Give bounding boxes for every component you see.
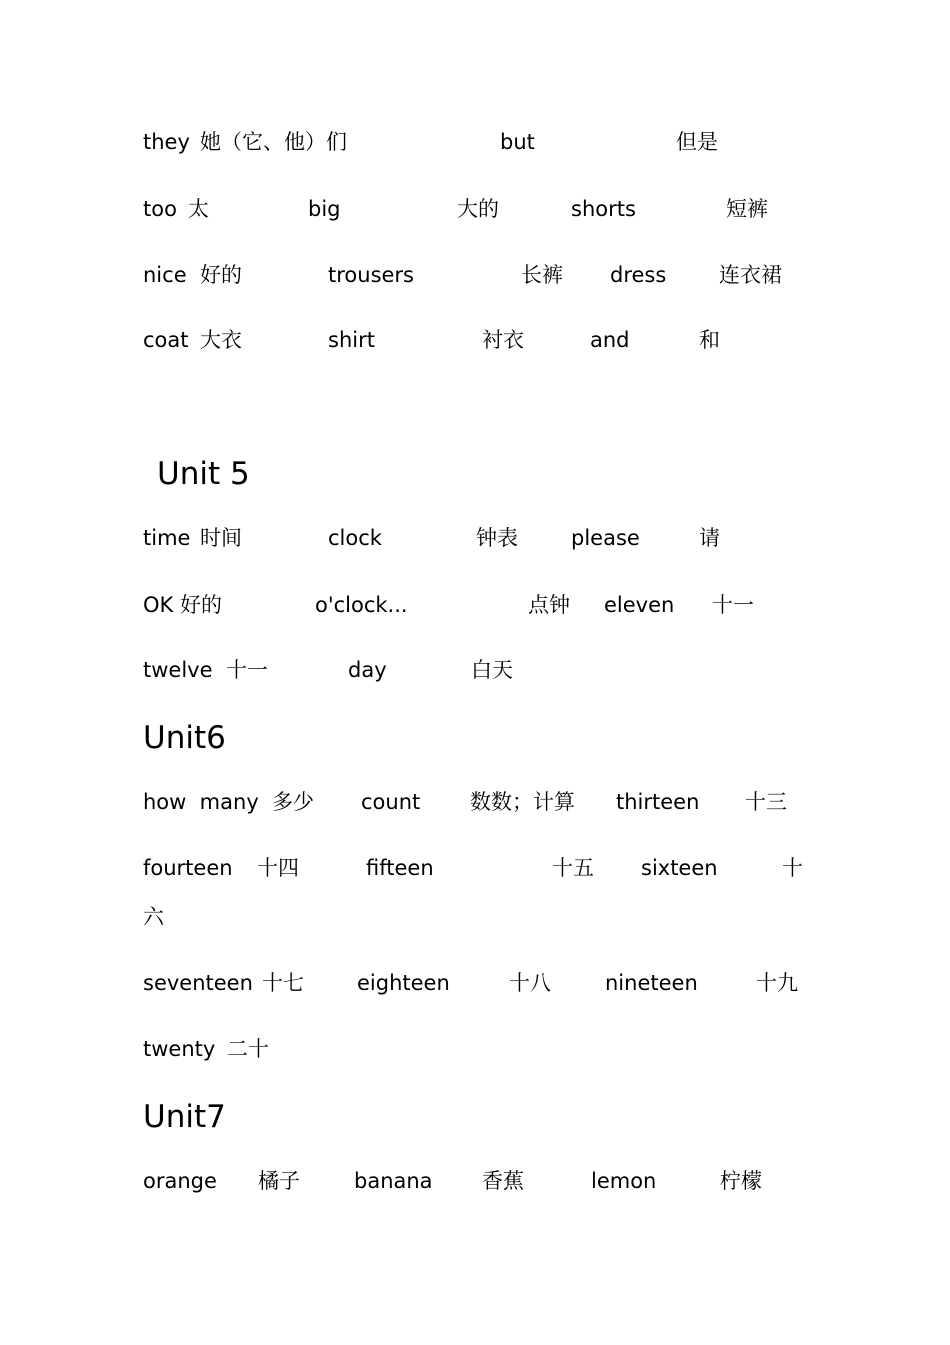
- unit-heading: Unit7: [143, 1099, 226, 1135]
- vocab-word: shirt: [328, 328, 375, 352]
- vocab-meaning: 橘子: [258, 1169, 300, 1193]
- vocab-meaning: 请: [699, 526, 720, 550]
- vocab-meaning: 数数；计算: [470, 790, 575, 814]
- vocab-word: fifteen: [366, 856, 434, 880]
- vocab-meaning: 二十: [227, 1037, 269, 1061]
- vocab-word: trousers: [328, 263, 414, 287]
- vocab-word: seventeen: [143, 971, 253, 995]
- vocab-meaning: 十七: [262, 971, 304, 995]
- vocab-word: but: [500, 130, 535, 154]
- vocab-word: nineteen: [605, 971, 698, 995]
- vocab-meaning: 十一: [226, 658, 268, 682]
- vocab-word: please: [571, 526, 640, 550]
- vocab-word: clock: [328, 526, 382, 550]
- vocab-meaning: 时间: [200, 526, 242, 550]
- vocab-meaning: 点钟: [528, 593, 570, 617]
- vocab-meaning: 十五: [552, 856, 594, 880]
- vocab-word: twenty: [143, 1037, 216, 1061]
- vocab-meaning: 大衣: [200, 328, 242, 352]
- vocab-word: they: [143, 130, 190, 154]
- vocab-meaning: 短裤: [726, 197, 768, 221]
- vocab-word: o'clock...: [315, 593, 408, 617]
- vocab-word: big: [308, 197, 341, 221]
- vocab-word: eighteen: [357, 971, 450, 995]
- vocab-word: time: [143, 526, 191, 550]
- vocab-meaning: 十九: [756, 971, 798, 995]
- vocab-meaning: 香蕉: [482, 1169, 524, 1193]
- vocab-meaning: 衬衣: [482, 328, 524, 352]
- vocab-meaning: 长裤: [521, 263, 563, 287]
- vocab-meaning: 她（它、他）们: [200, 130, 347, 154]
- vocab-meaning: 柠檬: [720, 1169, 762, 1193]
- vocab-word: coat: [143, 328, 189, 352]
- vocab-meaning: 大的: [457, 197, 499, 221]
- vocab-meaning: 十四: [257, 856, 299, 880]
- vocab-meaning: 太: [188, 197, 209, 221]
- vocab-word: and: [590, 328, 630, 352]
- vocab-meaning: 好的: [200, 263, 242, 287]
- vocab-meaning: 和: [699, 328, 720, 352]
- unit-heading: Unit6: [143, 720, 226, 756]
- vocab-meaning: 十一: [712, 593, 754, 617]
- vocab-word: eleven: [604, 593, 675, 617]
- vocab-word: nice: [143, 263, 187, 287]
- vocab-word: twelve: [143, 658, 213, 682]
- vocab-word: sixteen: [641, 856, 718, 880]
- vocab-word: shorts: [571, 197, 636, 221]
- vocab-meaning: 十: [782, 856, 803, 880]
- vocab-word: day: [348, 658, 387, 682]
- vocab-word: thirteen: [616, 790, 700, 814]
- vocab-meaning: 连衣裙: [719, 263, 782, 287]
- vocab-meaning: 十八: [509, 971, 551, 995]
- vocab-word: banana: [354, 1169, 433, 1193]
- vocab-word: fourteen: [143, 856, 233, 880]
- vocab-meaning: 十三: [745, 790, 787, 814]
- vocab-meaning-wrap: 六: [143, 905, 164, 929]
- vocab-meaning: 但是: [676, 130, 718, 154]
- unit-heading: Unit 5: [157, 456, 250, 492]
- vocab-word: too: [143, 197, 177, 221]
- vocab-meaning: 好的: [180, 593, 222, 617]
- vocab-word: how many: [143, 790, 259, 814]
- vocab-meaning: 白天: [471, 658, 513, 682]
- vocab-meaning: 钟表: [476, 526, 518, 550]
- vocab-word: OK: [143, 593, 174, 617]
- vocab-word: orange: [143, 1169, 217, 1193]
- vocab-word: count: [361, 790, 421, 814]
- vocab-word: dress: [610, 263, 667, 287]
- vocab-word: lemon: [591, 1169, 657, 1193]
- vocab-meaning: 多少: [272, 790, 314, 814]
